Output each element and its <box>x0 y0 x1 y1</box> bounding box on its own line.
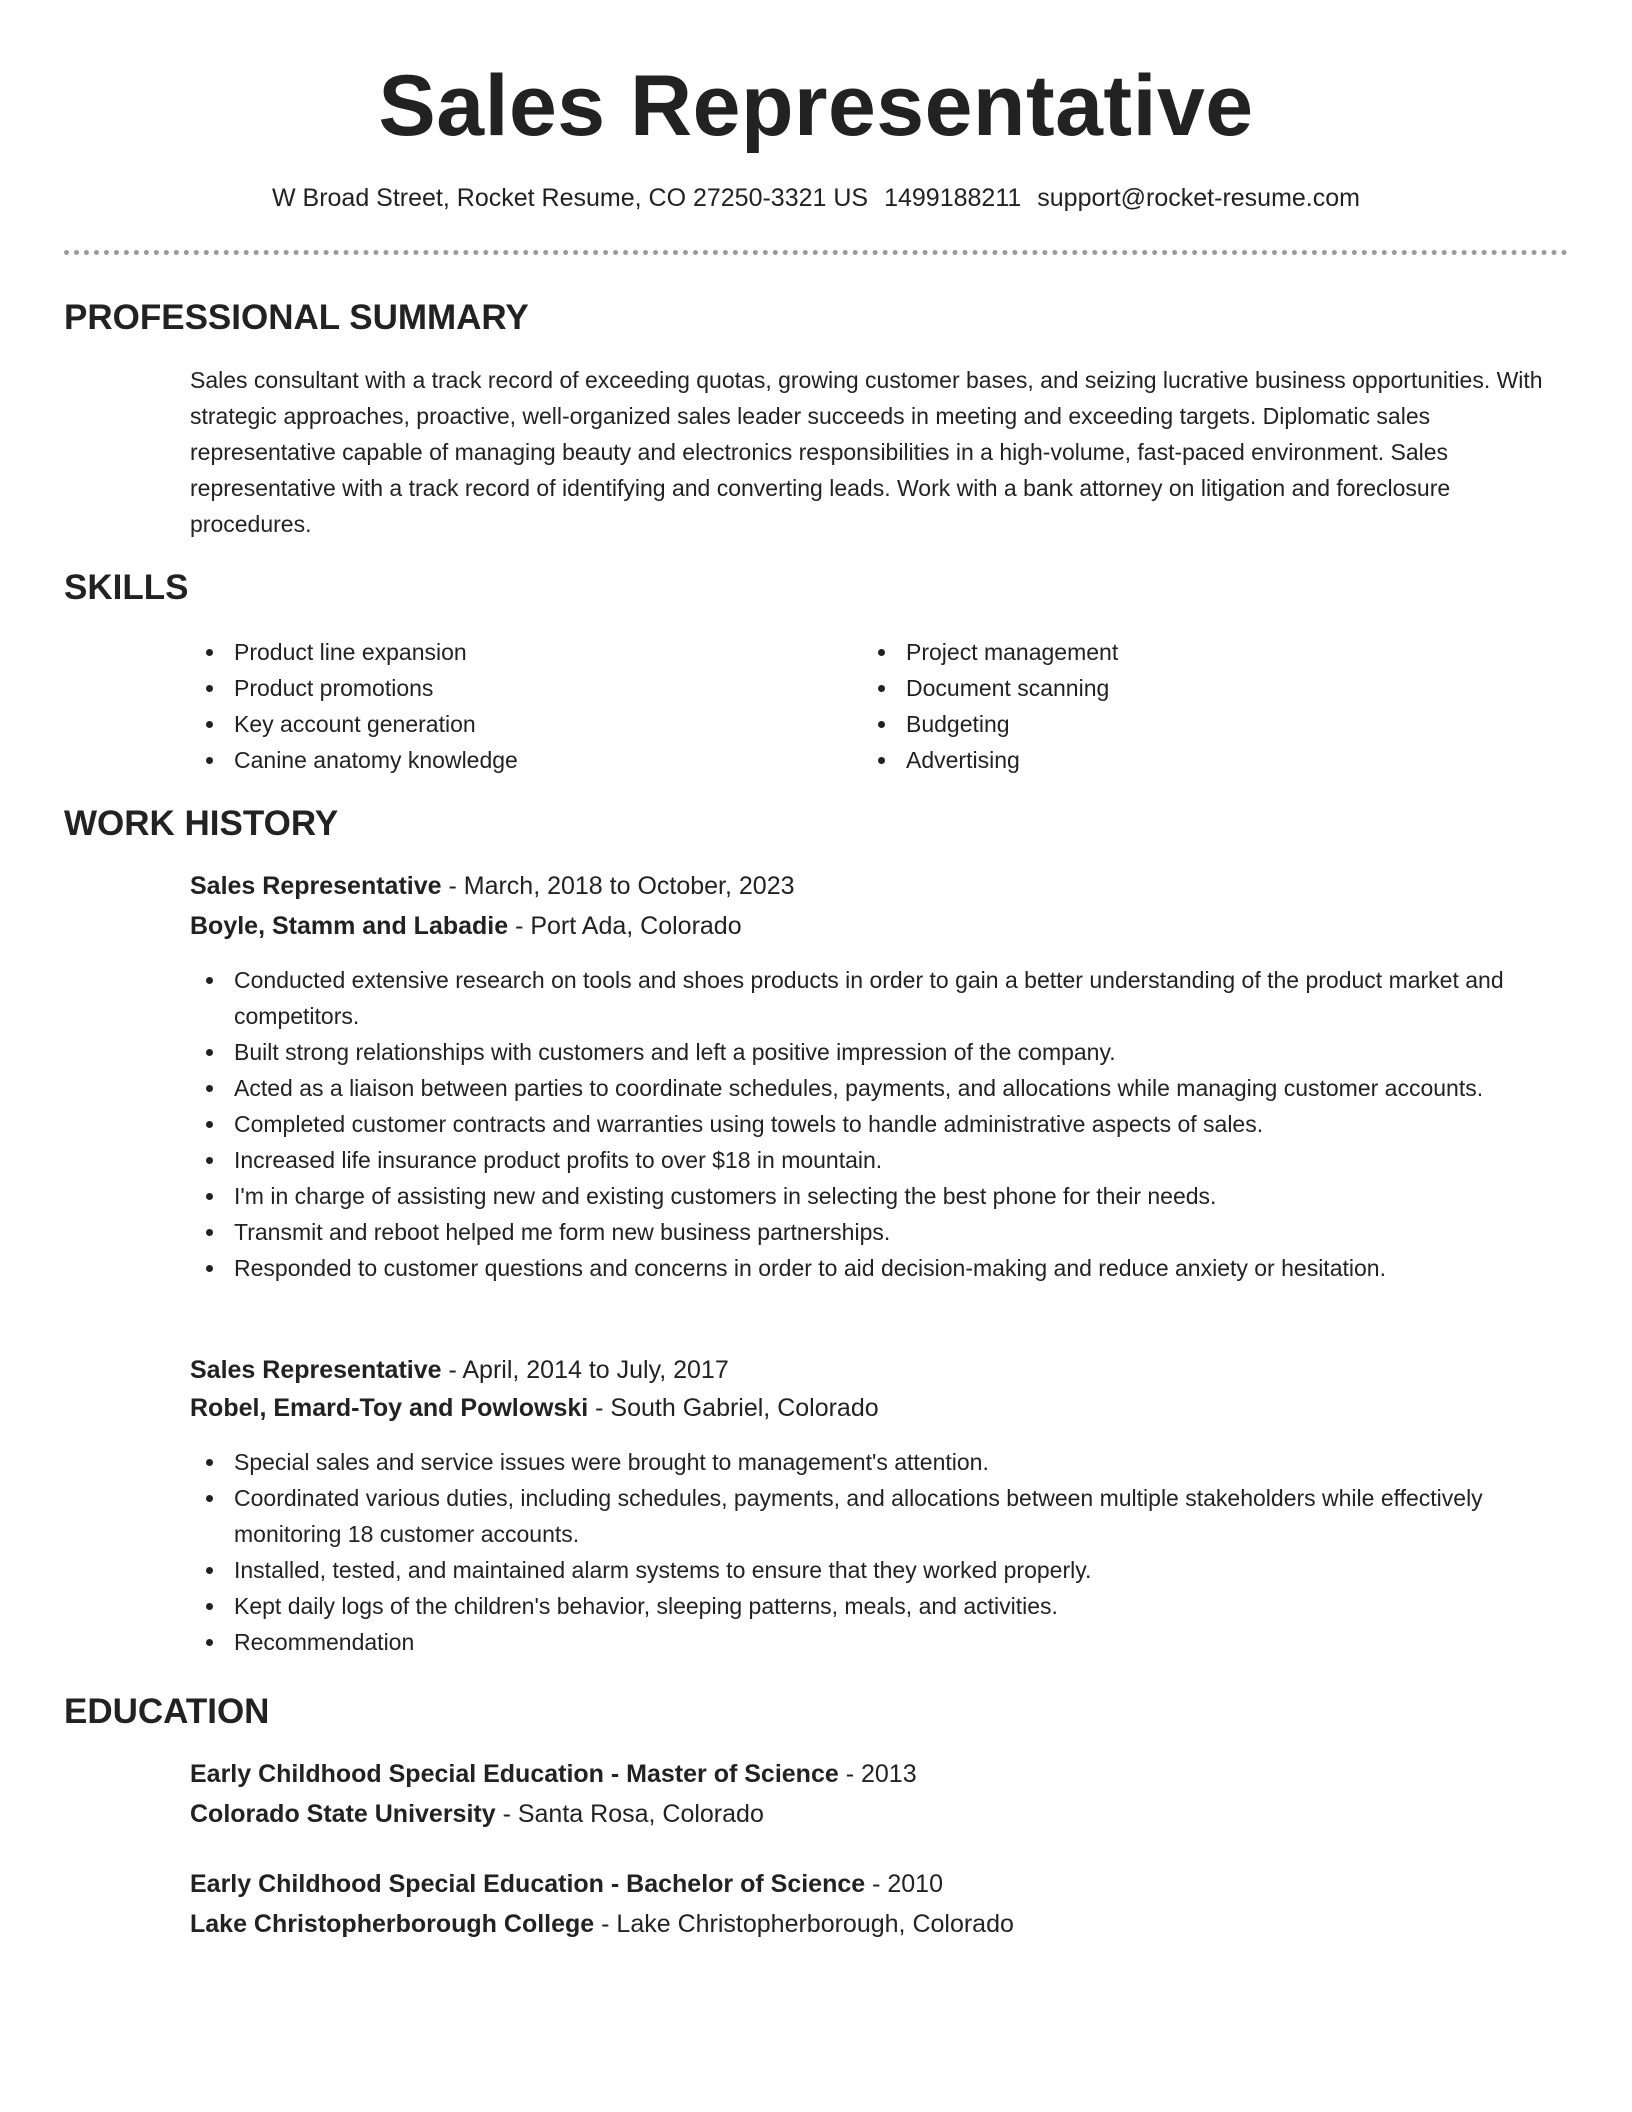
job-bullet: Acted as a liaison between parties to coordinate schedules, payments, and allocations while managing customer accounts. <box>190 1070 1570 1106</box>
phone-text: 1499188211 <box>884 184 1022 212</box>
job-company-line <box>190 1390 1570 1426</box>
job-bullet: Responded to customer questions and concerns in order to aid decision-making and reduce anxiety or hesitation. <box>190 1250 1570 1286</box>
education-school-line <box>190 1796 1570 1832</box>
candidate-name: Sales Representative <box>378 58 1254 154</box>
job-location: - Port Ada, Colorado <box>508 912 742 940</box>
education-school: Lake Christopherborough College <box>190 1910 595 1938</box>
skills-heading: SKILLS <box>64 568 189 607</box>
education-location: - Santa Rosa, Colorado <box>495 1800 764 1828</box>
address-text: W Broad Street, Rocket Resume, CO 27250-3321 US <box>271 184 869 212</box>
job-bullet: Coordinated various duties, including schedules, payments, and allocations between multiple stakeholders while effectively monitoring 18 customer accounts. <box>190 1480 1570 1552</box>
summary-heading: PROFESSIONAL SUMMARY <box>64 298 529 337</box>
education-school-line <box>190 1906 1570 1942</box>
job-bullet: Conducted extensive research on tools and shoes products in order to gain a better understanding of the product market and competitors. <box>190 962 1570 1034</box>
job-company: Boyle, Stamm and Labadie <box>190 912 509 940</box>
skill-item: Canine anatomy knowledge <box>190 742 830 778</box>
job-bullets <box>190 1444 1570 1660</box>
skill-item: Budgeting <box>862 706 1502 742</box>
skill-item: Project management <box>862 634 1502 670</box>
job-dates: - March, 2018 to October, 2023 <box>441 872 795 900</box>
job-bullets <box>190 962 1570 1286</box>
education-degree-line <box>190 1756 1570 1792</box>
skill-item: Product line expansion <box>190 634 830 670</box>
job-bullet: Special sales and service issues were brought to management's attention. <box>190 1444 1570 1480</box>
job-role: Sales Representative <box>190 1356 442 1384</box>
work-history-heading: WORK HISTORY <box>64 804 339 843</box>
job-location: - South Gabriel, Colorado <box>588 1394 879 1422</box>
job-bullet: Recommendation <box>190 1624 1570 1660</box>
skill-item: Key account generation <box>190 706 830 742</box>
job-title-line <box>190 1352 1570 1388</box>
header-divider <box>64 250 1568 255</box>
job-company-line <box>190 908 1570 944</box>
skills-column-right <box>862 634 1502 778</box>
education-location: - Lake Christopherborough, Colorado <box>594 1910 1014 1938</box>
skill-item: Product promotions <box>190 670 830 706</box>
job-bullet: Completed customer contracts and warranties using towels to handle administrative aspects of sales. <box>190 1106 1570 1142</box>
summary-text: Sales consultant with a track record of exceeding quotas, growing customer bases, and seizing lucrative business opportunities. With strategic approaches, proactive, well-organized sales leader succeeds in meeting and exceeding targets. Diplomatic sales representative capable of managing beauty and electronics responsibilities in a high-volume, fast-paced environment. Sales representative with a track record of identifying and converting leads. Work with a bank attorney on litigation and foreclosure procedures. <box>190 367 1543 537</box>
skills-column-left <box>190 634 830 778</box>
job-title-line <box>190 868 1570 904</box>
skill-item: Advertising <box>862 742 1502 778</box>
education-year: - 2013 <box>838 1760 917 1788</box>
education-heading: EDUCATION <box>64 1692 270 1731</box>
job-dates: - April, 2014 to July, 2017 <box>441 1356 729 1384</box>
education-degree: Early Childhood Special Education - Bachelor of Science <box>190 1870 866 1898</box>
education-school: Colorado State University <box>190 1800 496 1828</box>
job-role: Sales Representative <box>190 872 442 900</box>
job-bullet: Installed, tested, and maintained alarm systems to ensure that they worked properly. <box>190 1552 1570 1588</box>
education-year: - 2010 <box>865 1870 943 1898</box>
job-bullet: I'm in charge of assisting new and existing customers in selecting the best phone for their needs. <box>190 1178 1570 1214</box>
education-degree: Early Childhood Special Education - Master of Science <box>190 1760 839 1788</box>
skill-item: Document scanning <box>862 670 1502 706</box>
job-bullet: Increased life insurance product profits to over $18 in mountain. <box>190 1142 1570 1178</box>
contact-line <box>0 180 1632 216</box>
education-degree-line <box>190 1866 1570 1902</box>
job-bullet: Transmit and reboot helped me form new business partnerships. <box>190 1214 1570 1250</box>
job-bullet: Built strong relationships with customers and left a positive impression of the company. <box>190 1034 1570 1070</box>
job-bullet: Kept daily logs of the children's behavior, sleeping patterns, meals, and activities. <box>190 1588 1570 1624</box>
email-text[interactable]: support@rocket-resume.com <box>1037 184 1360 212</box>
job-company: Robel, Emard-Toy and Powlowski <box>190 1394 589 1422</box>
